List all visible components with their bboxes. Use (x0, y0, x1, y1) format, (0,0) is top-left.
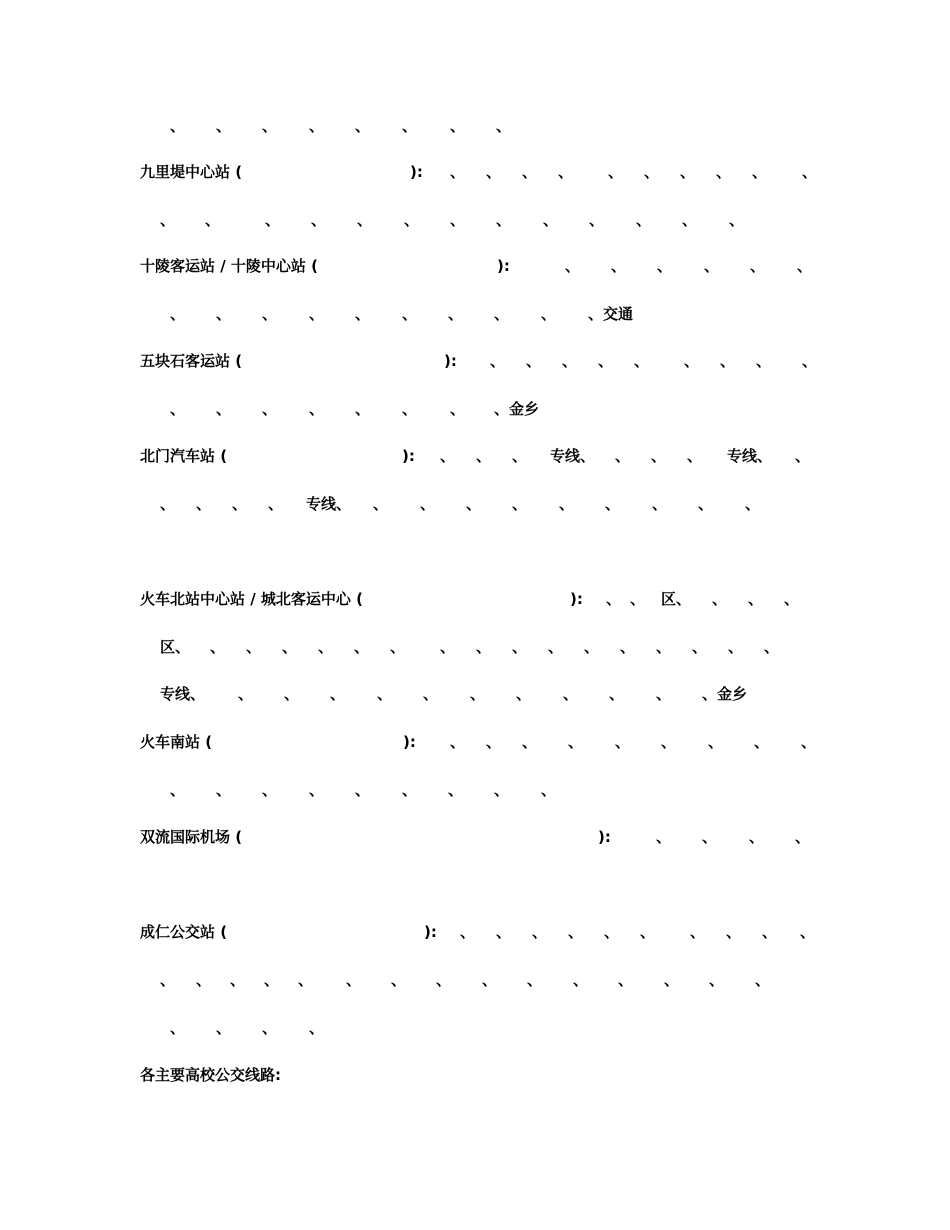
separator: 、 (210, 638, 226, 656)
separator: 、 (160, 211, 176, 229)
separator: 、 (651, 447, 667, 465)
station-heading: 北门汽车站 ( (140, 447, 228, 465)
line-name: 、金乡 (702, 685, 748, 703)
separator: 、 (230, 971, 246, 989)
separator: 、 (262, 400, 278, 418)
colon: ): (403, 733, 416, 751)
separator: 、 (494, 781, 510, 799)
separator: 、 (541, 781, 557, 799)
separator: 、 (482, 971, 498, 989)
separator: 、 (762, 923, 778, 941)
separator: 、 (486, 733, 502, 751)
separator: 、 (802, 163, 818, 181)
separator: 、 (749, 828, 765, 846)
separator: 、 (262, 117, 278, 135)
separator: 、 (309, 117, 325, 135)
text-line-18 (0, 1064, 950, 1086)
separator: 、 (532, 923, 548, 941)
text-line-2 (0, 209, 950, 231)
separator: 、 (698, 495, 714, 513)
separator: 、 (687, 447, 703, 465)
separator: 、 (355, 117, 371, 135)
separator: 、 (216, 400, 232, 418)
separator: 、 (170, 1019, 186, 1037)
separator: 、 (543, 211, 559, 229)
separator: 、 (609, 685, 625, 703)
separator: 、 (170, 117, 186, 135)
separator: 、 (262, 1019, 278, 1037)
text-line-3 (0, 255, 950, 277)
separator: 、 (568, 733, 584, 751)
station-heading: 成仁公交站 ( (140, 923, 228, 941)
separator: 、 (568, 923, 584, 941)
text-line-9 (0, 588, 950, 610)
text-line-17 (0, 1017, 950, 1039)
text-line-8 (0, 493, 950, 515)
separator: 、 (440, 638, 456, 656)
separator: 、 (728, 638, 744, 656)
separator: 、 (611, 257, 627, 275)
text-line-16 (0, 969, 950, 991)
separator: 、 (684, 352, 700, 370)
separator: 、 (756, 352, 772, 370)
separator: 、 (800, 923, 816, 941)
station-heading: 双流国际机场 ( (140, 828, 243, 846)
separator: 、 (656, 828, 672, 846)
separator: 、 (526, 352, 542, 370)
separator: 、 (801, 733, 817, 751)
separator: 、 (402, 305, 418, 323)
separator: 、 (355, 305, 371, 323)
separator: 、 (496, 923, 512, 941)
separator: 、 (470, 685, 486, 703)
separator: 、 (160, 495, 176, 513)
text-line-14 (0, 826, 950, 848)
separator: 、 (636, 211, 652, 229)
separator: 、 (450, 211, 466, 229)
separator: 、 (512, 495, 528, 513)
separator: 、 (527, 971, 543, 989)
separator: 、 (605, 495, 621, 513)
separator: 、 (460, 923, 476, 941)
separator: 、 (802, 352, 818, 370)
separator: 、 (692, 638, 708, 656)
separator: 、 (664, 971, 680, 989)
separator: 、 (644, 163, 660, 181)
separator: 、 (284, 685, 300, 703)
separator: 、 (216, 1019, 232, 1037)
separator: 、 (318, 638, 334, 656)
separator: 、 (615, 447, 631, 465)
separator: 、 (797, 257, 813, 275)
separator: 、 (750, 257, 766, 275)
separator: 、 (606, 590, 622, 608)
separator: 、 (615, 733, 631, 751)
separator: 、 (436, 971, 452, 989)
separator: 、 (262, 305, 278, 323)
section-heading: 各主要高校公交线路: (140, 1066, 281, 1084)
separator: 、 (712, 590, 728, 608)
separator: 、 (755, 971, 771, 989)
separator: 、 (589, 211, 605, 229)
separator: 、 (541, 305, 557, 323)
separator: 、 (486, 163, 502, 181)
text-line-12 (0, 731, 950, 753)
colon: ): (570, 590, 583, 608)
separator: 、 (205, 211, 221, 229)
separator: 、 (608, 163, 624, 181)
separator: 、 (196, 971, 212, 989)
separator: 、 (420, 495, 436, 513)
separator: 、 (373, 495, 389, 513)
separator: 、 (598, 352, 614, 370)
line-name: 专线、 (306, 495, 352, 513)
separator: 、 (604, 923, 620, 941)
separator: 、 (656, 685, 672, 703)
separator: 、 (640, 923, 656, 941)
separator: 、 (522, 163, 538, 181)
separator: 、 (548, 638, 564, 656)
separator: 、 (246, 638, 262, 656)
separator: 、 (216, 305, 232, 323)
separator: 、 (262, 781, 278, 799)
separator: 、 (309, 305, 325, 323)
separator: 、 (584, 638, 600, 656)
line-name: 专线、 (160, 685, 206, 703)
separator: 、 (490, 352, 506, 370)
separator: 、 (690, 923, 706, 941)
separator: 、 (238, 685, 254, 703)
separator: 、 (558, 163, 574, 181)
separator: 、 (573, 971, 589, 989)
separator: 、 (709, 971, 725, 989)
separator: 、 (423, 685, 439, 703)
separator: 、 (563, 685, 579, 703)
separator: 、 (377, 685, 393, 703)
separator: 、 (466, 495, 482, 513)
separator: 、 (562, 352, 578, 370)
text-line-15 (0, 921, 950, 943)
line-name: 、交通 (588, 305, 634, 323)
line-name: 专线、 (727, 447, 773, 465)
separator: 、 (476, 447, 492, 465)
separator: 、 (402, 117, 418, 135)
separator: 、 (754, 733, 770, 751)
separator: 、 (448, 305, 464, 323)
separator: 、 (330, 685, 346, 703)
text-line-10 (0, 636, 950, 658)
separator: 、 (682, 211, 698, 229)
separator: 、 (355, 781, 371, 799)
separator: 、 (748, 590, 764, 608)
station-heading: 火车南站 ( (140, 733, 213, 751)
text-line-7 (0, 445, 950, 467)
station-heading: 五块石客运站 ( (140, 352, 243, 370)
separator: 、 (496, 117, 512, 135)
separator: 、 (764, 638, 780, 656)
separator: 、 (516, 685, 532, 703)
separator: 、 (729, 211, 745, 229)
separator: 、 (196, 495, 212, 513)
separator: 、 (309, 1019, 325, 1037)
separator: 、 (795, 828, 811, 846)
separator: 、 (170, 305, 186, 323)
separator: 、 (476, 638, 492, 656)
separator: 、 (354, 638, 370, 656)
separator: 、 (661, 733, 677, 751)
text-line-4 (0, 303, 950, 325)
colon: ): (444, 352, 457, 370)
station-heading: 九里堤中心站 ( (140, 163, 243, 181)
separator: 、 (795, 447, 811, 465)
separator: 、 (784, 590, 800, 608)
separator: 、 (346, 971, 362, 989)
separator: 、 (618, 971, 634, 989)
colon: ): (598, 828, 611, 846)
separator: 、 (391, 971, 407, 989)
text-line-5 (0, 350, 950, 372)
district-label: 区、 (661, 590, 692, 608)
separator: 、 (309, 400, 325, 418)
text-line-11 (0, 683, 950, 705)
separator: 、 (216, 117, 232, 135)
separator: 、 (232, 495, 248, 513)
separator: 、 (702, 828, 718, 846)
separator: 、 (745, 495, 761, 513)
separator: 、 (522, 733, 538, 751)
separator: 、 (268, 495, 284, 513)
separator: 、 (565, 257, 581, 275)
separator: 、 (390, 638, 406, 656)
colon: ): (402, 447, 415, 465)
separator: 、 (496, 211, 512, 229)
station-heading: 火车北站中心站 / 城北客运中心 ( (140, 590, 364, 608)
separator: 、 (450, 400, 466, 418)
separator: 、 (720, 352, 736, 370)
line-name: 专线、 (550, 447, 596, 465)
separator: 、 (216, 781, 232, 799)
separator: 、 (282, 638, 298, 656)
separator: 、 (752, 163, 768, 181)
separator: 、 (620, 638, 636, 656)
colon: ): (424, 923, 437, 941)
text-line-0 (0, 115, 950, 137)
separator: 、 (726, 923, 742, 941)
separator: 、 (704, 257, 720, 275)
separator: 、 (652, 495, 668, 513)
text-line-13 (0, 779, 950, 801)
separator: 、 (357, 211, 373, 229)
text-line-6 (0, 398, 950, 420)
separator: 、 (716, 163, 732, 181)
separator: 、 (656, 638, 672, 656)
separator: 、 (630, 590, 646, 608)
separator: 、 (402, 781, 418, 799)
separator: 、 (559, 495, 575, 513)
separator: 、 (450, 733, 466, 751)
separator: 、 (450, 163, 466, 181)
separator: 、 (170, 781, 186, 799)
separator: 、 (265, 211, 281, 229)
separator: 、 (512, 638, 528, 656)
separator: 、 (402, 400, 418, 418)
text-line-1 (0, 161, 950, 183)
colon: ): (410, 163, 423, 181)
separator: 、 (708, 733, 724, 751)
line-name: 、金乡 (494, 400, 540, 418)
separator: 、 (298, 971, 314, 989)
separator: 、 (170, 400, 186, 418)
separator: 、 (450, 117, 466, 135)
separator: 、 (512, 447, 528, 465)
separator: 、 (680, 163, 696, 181)
separator: 、 (309, 781, 325, 799)
separator: 、 (160, 971, 176, 989)
separator: 、 (355, 400, 371, 418)
separator: 、 (634, 352, 650, 370)
separator: 、 (440, 447, 456, 465)
separator: 、 (494, 305, 510, 323)
separator: 、 (404, 211, 420, 229)
separator: 、 (311, 211, 327, 229)
separator: 、 (448, 781, 464, 799)
separator: 、 (657, 257, 673, 275)
station-heading: 十陵客运站 / 十陵中心站 ( (140, 257, 319, 275)
separator: 、 (264, 971, 280, 989)
colon: ): (497, 257, 510, 275)
district-label: 区、 (160, 638, 191, 656)
